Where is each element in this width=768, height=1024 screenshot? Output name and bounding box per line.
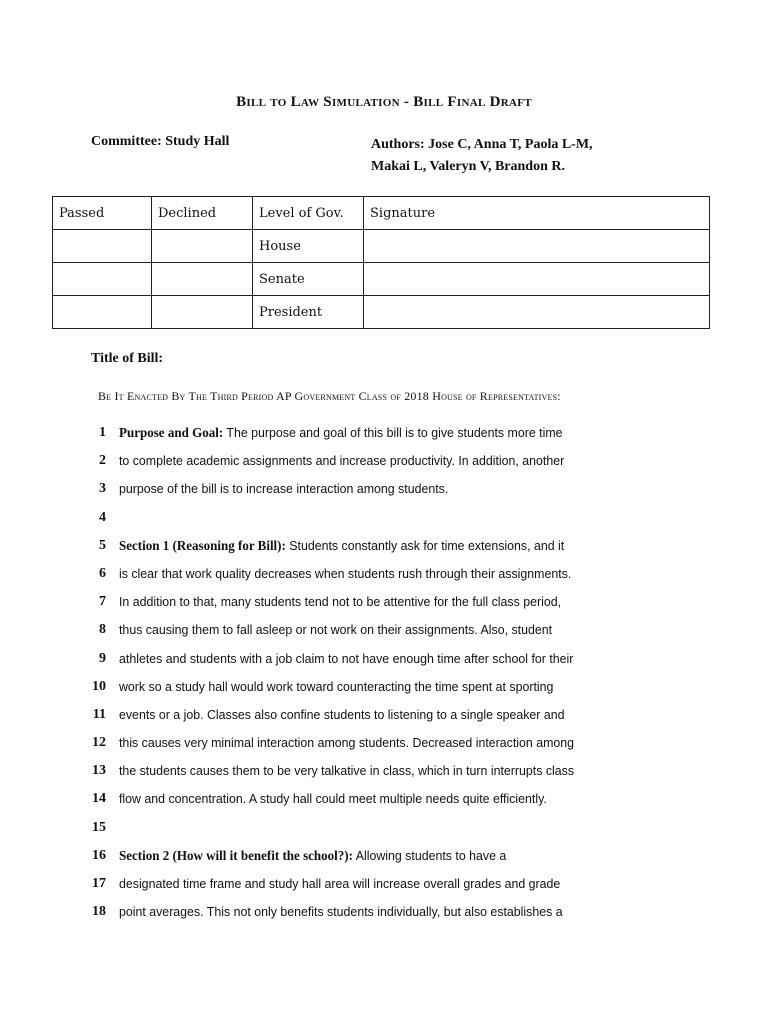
line-number: 9 xyxy=(99,650,106,666)
bill-line xyxy=(0,532,768,560)
line-number: 11 xyxy=(92,706,106,722)
line-number: 8 xyxy=(99,622,106,638)
line-text xyxy=(119,870,560,898)
line-text xyxy=(119,616,552,644)
line-number: 3 xyxy=(99,481,106,497)
line-number: 2 xyxy=(99,453,106,469)
line-number: 5 xyxy=(99,537,106,553)
line-number: 17 xyxy=(92,876,106,891)
declined-cell xyxy=(152,230,253,263)
approval-table xyxy=(52,196,710,329)
line-body: point averages. This not only benefits students individually, but also establishes a xyxy=(119,904,563,920)
table-row xyxy=(53,263,710,296)
line-body: thus causing them to fall asleep or not work on their assignments. Also, student xyxy=(119,622,553,638)
line-number: 15 xyxy=(92,819,106,835)
line-text xyxy=(119,729,574,757)
line-text xyxy=(119,588,561,616)
line-text xyxy=(119,757,574,785)
line-number: 16 xyxy=(92,847,106,863)
header-passed: Passed xyxy=(53,197,152,230)
section-heading: Purpose and Goal: xyxy=(119,426,224,441)
level-cell: President xyxy=(253,296,364,329)
passed-cell xyxy=(53,263,152,296)
line-body: this causes very minimal interaction among students. Decreased interaction among xyxy=(119,735,575,751)
bill-line xyxy=(0,757,768,785)
bill-title-label: Title of Bill: xyxy=(91,351,164,366)
bill-line xyxy=(0,701,768,729)
line-body: to complete academic assignments and increase productivity. In addition, another xyxy=(119,453,565,469)
document-title: Bill to Law Simulation - Bill Final Draft xyxy=(236,94,532,110)
line-number: 14 xyxy=(92,791,106,807)
bill-line xyxy=(0,504,768,532)
bill-line xyxy=(0,729,768,757)
line-number: 4 xyxy=(99,509,106,525)
line-body: work so a study hall would work toward counteracting the time spent at sporting xyxy=(119,678,554,694)
line-body: flow and concentration. A study hall could meet multiple needs quite efficiently. xyxy=(119,791,547,807)
header-level: Level of Gov. xyxy=(253,197,364,230)
line-text xyxy=(119,447,564,475)
bill-line xyxy=(0,785,768,813)
bill-line xyxy=(0,814,768,842)
header-signature: Signature xyxy=(364,197,710,230)
enacting-clause: Be It Enacted By The Third Period AP Government Class of 2018 House of Representatives: xyxy=(98,389,561,403)
level-cell: Senate xyxy=(253,263,364,296)
passed-cell xyxy=(53,230,152,263)
signature-cell xyxy=(364,230,710,263)
line-text xyxy=(119,842,506,871)
line-text xyxy=(119,645,573,673)
line-number: 18 xyxy=(92,904,106,920)
line-body: The purpose and goal of this bill is to give students more time xyxy=(223,425,563,440)
passed-cell xyxy=(53,296,152,329)
authors-line-2: Makai L, Valeryn V, Brandon R. xyxy=(371,159,565,174)
bill-line xyxy=(0,419,768,447)
line-body: athletes and students with a job claim to not have enough time after school for their xyxy=(119,650,574,666)
line-body: the students causes them to be very talkative in class, which in turn interrupts class xyxy=(119,763,575,779)
line-number: 10 xyxy=(92,678,106,694)
line-body: Students constantly ask for time extensions, and it xyxy=(285,537,565,553)
line-body: events or a job. Classes also confine students to listening to a single speaker and xyxy=(119,706,565,722)
bill-line xyxy=(0,673,768,701)
line-text xyxy=(119,532,564,561)
table-row xyxy=(53,230,710,263)
committee-label: Committee: Study Hall xyxy=(91,134,230,149)
signature-cell xyxy=(364,296,710,329)
table-row xyxy=(53,296,710,329)
bill-line xyxy=(0,475,768,503)
header-declined: Declined xyxy=(152,197,253,230)
bill-line xyxy=(0,588,768,616)
line-body: designated time frame and study hall area will increase overall grades and grade xyxy=(119,876,561,891)
section-heading: Section 1 (Reasoning for Bill): xyxy=(119,538,286,554)
bill-line xyxy=(0,898,768,926)
authors-line-1: Authors: Jose C, Anna T, Paola L-M, xyxy=(371,137,593,152)
line-body: Allowing students to have a xyxy=(352,847,507,863)
authors-block xyxy=(371,134,593,178)
bill-line xyxy=(0,616,768,644)
line-body: is clear that work quality decreases when students rush through their assignments. xyxy=(119,565,572,581)
line-number: 6 xyxy=(99,565,106,581)
declined-cell xyxy=(152,263,253,296)
line-text xyxy=(119,701,564,729)
table-header-row xyxy=(53,197,710,230)
line-number: 13 xyxy=(92,763,106,779)
level-cell: House xyxy=(253,230,364,263)
line-body: In addition to that, many students tend not to be attentive for the full class period, xyxy=(119,594,562,610)
numbered-lines xyxy=(0,419,768,926)
bill-line xyxy=(0,447,768,475)
bill-line xyxy=(0,560,768,588)
line-number: 12 xyxy=(92,735,106,751)
line-text xyxy=(119,785,547,813)
declined-cell xyxy=(152,296,253,329)
bill-line xyxy=(0,870,768,898)
line-number: 1 xyxy=(99,425,106,440)
signature-cell xyxy=(364,263,710,296)
line-text xyxy=(119,560,571,588)
line-text xyxy=(119,898,563,926)
line-body: purpose of the bill is to increase interaction among students. xyxy=(119,481,449,497)
line-text xyxy=(119,419,563,448)
line-text xyxy=(119,475,448,503)
bill-line xyxy=(0,645,768,673)
bill-line xyxy=(0,842,768,870)
line-text xyxy=(119,673,553,701)
line-number: 7 xyxy=(99,594,106,610)
section-heading: Section 2 (How will it benefit the school?): xyxy=(119,848,353,864)
